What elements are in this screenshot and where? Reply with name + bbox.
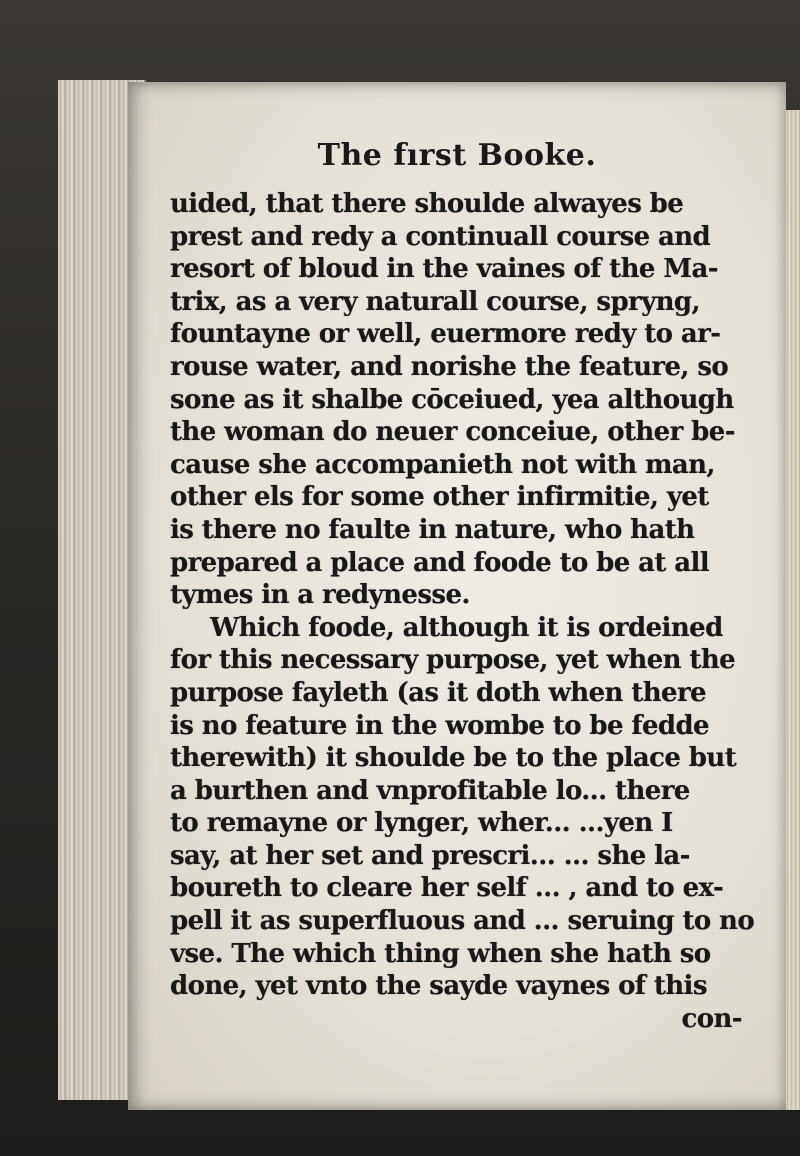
text-line: done, yet vnto the sayde vaynes of this: [170, 971, 707, 1002]
text-line: is no feature in the wombe to be fedde: [170, 710, 709, 741]
body-text: [170, 188, 766, 1035]
text-line: resort of bloud in the vaines of the Ma-: [170, 254, 718, 285]
text-line: cause she accompanieth not with man,: [170, 449, 715, 480]
text-line: pell it as superfluous and ... seruing to no: [170, 906, 755, 937]
catchword: con-: [681, 1003, 742, 1034]
text-line: vse. The which thing when she hath so: [170, 938, 711, 969]
text-line: rouse water, and norishe the feature, so: [170, 351, 729, 382]
text-line: to remayne or lynger, wher... ...yen I: [170, 808, 673, 839]
text-line: sone as it shalbe cōceiued, yea although: [170, 384, 734, 415]
text-line: tymes in a redynesse.: [170, 580, 470, 611]
text-line: uided, that there shoulde alwayes be: [170, 189, 684, 219]
text-line: the woman do neuer conceiue, other be-: [170, 417, 735, 448]
text-line: other els for some other infirmitie, yet: [170, 482, 709, 513]
running-head: The fırst Booke.: [317, 138, 597, 173]
text-line: therewith) it shoulde be to the place but: [170, 743, 737, 774]
text-line: for this necessary purpose, yet when the: [170, 645, 736, 676]
text-line: fountayne or well, euermore redy to ar-: [170, 319, 721, 350]
text-line: prepared a place and foode to be at all: [170, 547, 710, 578]
text-line: say, at her set and prescri... ... she la-: [170, 840, 690, 871]
text-line: prest and redy a continuall course and: [170, 221, 711, 252]
text-line: is there no faulte in nature, who hath: [170, 514, 695, 545]
book-page: [128, 82, 786, 1110]
text-line: trix, as a very naturall course, spryng,: [170, 286, 700, 317]
text-line: boureth to cleare her self ... , and to ex-: [170, 873, 724, 904]
text-line: purpose fayleth (as it doth when there: [170, 677, 706, 708]
text-line: Which foode, although it is ordeined: [210, 612, 723, 643]
text-line: a burthen and vnprofitable lo... there: [170, 775, 690, 806]
